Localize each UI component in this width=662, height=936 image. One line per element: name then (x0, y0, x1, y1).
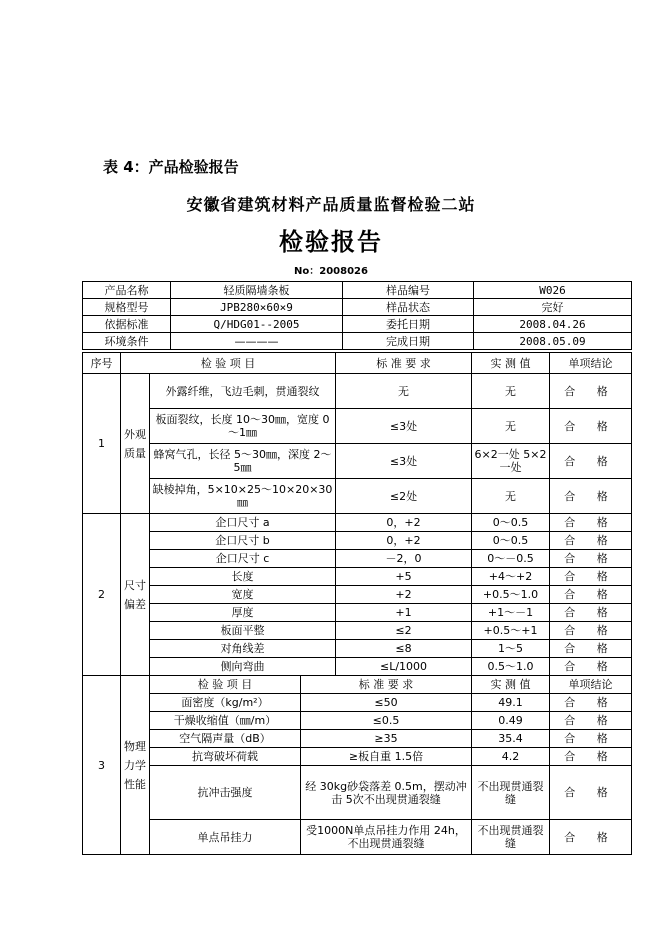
table-header-row (83, 353, 632, 374)
item: 厚度 (150, 604, 336, 622)
requirement: +2 (336, 586, 472, 604)
item: 空气隔声量（dB） (150, 730, 301, 748)
table-row (83, 532, 632, 550)
measured: 0～0.5 (472, 532, 550, 550)
table-row (83, 409, 632, 444)
sample-state-label: 样品状态 (343, 299, 474, 316)
result: 合 格 (550, 479, 632, 514)
requirement: 无 (336, 374, 472, 409)
requirement: ≤2 (336, 622, 472, 640)
requirement: ≤50 (301, 694, 472, 712)
requirement: 经 30kg砂袋落差 0.5m，摆动冲击 5次不出现贯通裂缝 (301, 766, 472, 820)
item: 单点吊挂力 (150, 820, 301, 855)
item: 板面裂纹，长度 10～30㎜，宽度 0～1㎜ (150, 409, 336, 444)
result: 合 格 (550, 586, 632, 604)
measured: 不出现贯通裂缝 (472, 766, 550, 820)
item: 抗冲击强度 (150, 766, 301, 820)
results-table (82, 352, 632, 855)
env: ———— (171, 333, 343, 350)
measured: 0.49 (472, 712, 550, 730)
requirement: +5 (336, 568, 472, 586)
measured: 0～－0.5 (472, 550, 550, 568)
env-label: 环境条件 (83, 333, 171, 350)
measured: 35.4 (472, 730, 550, 748)
item: 外露纤维，飞边毛刺，贯通裂纹 (150, 374, 336, 409)
table-row (83, 622, 632, 640)
entrust-date-label: 委托日期 (343, 316, 474, 333)
result: 合 格 (550, 766, 632, 820)
finish-date-label: 完成日期 (343, 333, 474, 350)
group3-header-item: 检 验 项 目 (150, 676, 301, 694)
table-row (83, 444, 632, 479)
measured: +0.5～1.0 (472, 586, 550, 604)
measured: 不出现贯通裂缝 (472, 820, 550, 855)
measured: 无 (472, 479, 550, 514)
result: 合 格 (550, 374, 632, 409)
spec-label: 规格型号 (83, 299, 171, 316)
measured: 无 (472, 374, 550, 409)
table-row (83, 820, 632, 855)
item: 企口尺寸 c (150, 550, 336, 568)
requirement: ≥板自重 1.5倍 (301, 748, 472, 766)
sample-state: 完好 (474, 299, 632, 316)
header-item: 检 验 项 目 (121, 353, 336, 374)
item: 宽度 (150, 586, 336, 604)
result: 合 格 (550, 532, 632, 550)
table-row (83, 550, 632, 568)
info-row (83, 282, 632, 299)
table-row (83, 640, 632, 658)
requirement: 0，+2 (336, 532, 472, 550)
header-req: 标 准 要 求 (336, 353, 472, 374)
measured: +0.5～+1 (472, 622, 550, 640)
product-name-label: 产品名称 (83, 282, 171, 299)
measured: 4.2 (472, 748, 550, 766)
result: 合 格 (550, 604, 632, 622)
table-row (83, 568, 632, 586)
item: 蜂窝气孔，长径 5～30㎜，深度 2～5㎜ (150, 444, 336, 479)
header-measured: 实 测 值 (472, 353, 550, 374)
result: 合 格 (550, 658, 632, 676)
group1-name: 外观质量 (121, 374, 150, 514)
result: 合 格 (550, 730, 632, 748)
group1-seq: 1 (83, 374, 121, 514)
measured: +1～－1 (472, 604, 550, 622)
table-row (83, 748, 632, 766)
item: 长度 (150, 568, 336, 586)
item: 抗弯破坏荷载 (150, 748, 301, 766)
result: 合 格 (550, 694, 632, 712)
requirement: ≤8 (336, 640, 472, 658)
header-result: 单项结论 (550, 353, 632, 374)
result: 合 格 (550, 640, 632, 658)
report-number: No：2008026 (294, 266, 368, 277)
result: 合 格 (550, 622, 632, 640)
group3-header-result: 单项结论 (550, 676, 632, 694)
table-row (83, 766, 632, 820)
requirement: 受1000N单点吊挂力作用 24h，不出现贯通裂缝 (301, 820, 472, 855)
requirement: ≤2处 (336, 479, 472, 514)
table-row (83, 374, 632, 409)
requirement: ≥35 (301, 730, 472, 748)
info-row (83, 299, 632, 316)
item: 对角线差 (150, 640, 336, 658)
item: 企口尺寸 a (150, 514, 336, 532)
result: 合 格 (550, 820, 632, 855)
result: 合 格 (550, 444, 632, 479)
table-row (83, 694, 632, 712)
finish-date: 2008.05.09 (474, 333, 632, 350)
table-row (83, 730, 632, 748)
requirement: +1 (336, 604, 472, 622)
table-row (83, 658, 632, 676)
group3-seq: 3 (83, 676, 121, 855)
item: 侧向弯曲 (150, 658, 336, 676)
requirement: －2，0 (336, 550, 472, 568)
requirement: 0，+2 (336, 514, 472, 532)
item: 干燥收缩值（㎜/m） (150, 712, 301, 730)
item: 板面平整 (150, 622, 336, 640)
info-table (82, 281, 632, 350)
table-row (83, 479, 632, 514)
group3-name: 物理力学性能 (121, 676, 150, 855)
item: 缺棱掉角，5×10×25～10×20×30㎜ (150, 479, 336, 514)
measured: 0.5～1.0 (472, 658, 550, 676)
measured: 0～0.5 (472, 514, 550, 532)
table-number: 表 4：产品检验报告 (103, 158, 239, 176)
measured: 6×2一处 5×2一处 (472, 444, 550, 479)
measured: 1～5 (472, 640, 550, 658)
table-row (83, 604, 632, 622)
item: 面密度（kg/m²） (150, 694, 301, 712)
report-title: 检验报告 (279, 228, 383, 256)
item: 企口尺寸 b (150, 532, 336, 550)
organization-name: 安徽省建筑材料产品质量监督检验二站 (186, 195, 476, 214)
measured: +4～+2 (472, 568, 550, 586)
product-name: 轻质隔墙条板 (171, 282, 343, 299)
basis-label: 依据标准 (83, 316, 171, 333)
requirement: ≤3处 (336, 409, 472, 444)
group3-header-req: 标 准 要 求 (301, 676, 472, 694)
sample-no: W026 (474, 282, 632, 299)
measured: 49.1 (472, 694, 550, 712)
sample-no-label: 样品编号 (343, 282, 474, 299)
info-row (83, 316, 632, 333)
group3-header-measured: 实 测 值 (472, 676, 550, 694)
result: 合 格 (550, 514, 632, 532)
spec: JPB280×60×9 (171, 299, 343, 316)
result: 合 格 (550, 748, 632, 766)
table-row (83, 712, 632, 730)
table-row (83, 514, 632, 532)
result: 合 格 (550, 568, 632, 586)
group2-seq: 2 (83, 514, 121, 676)
entrust-date: 2008.04.26 (474, 316, 632, 333)
group2-name: 尺寸偏差 (121, 514, 150, 676)
basis: Q/HDG01--2005 (171, 316, 343, 333)
result: 合 格 (550, 409, 632, 444)
header-seq: 序号 (83, 353, 121, 374)
requirement: ≤0.5 (301, 712, 472, 730)
result: 合 格 (550, 712, 632, 730)
result: 合 格 (550, 550, 632, 568)
measured: 无 (472, 409, 550, 444)
requirement: ≤L/1000 (336, 658, 472, 676)
table-row (83, 586, 632, 604)
requirement: ≤3处 (336, 444, 472, 479)
group3-header-row (83, 676, 632, 694)
info-row (83, 333, 632, 350)
